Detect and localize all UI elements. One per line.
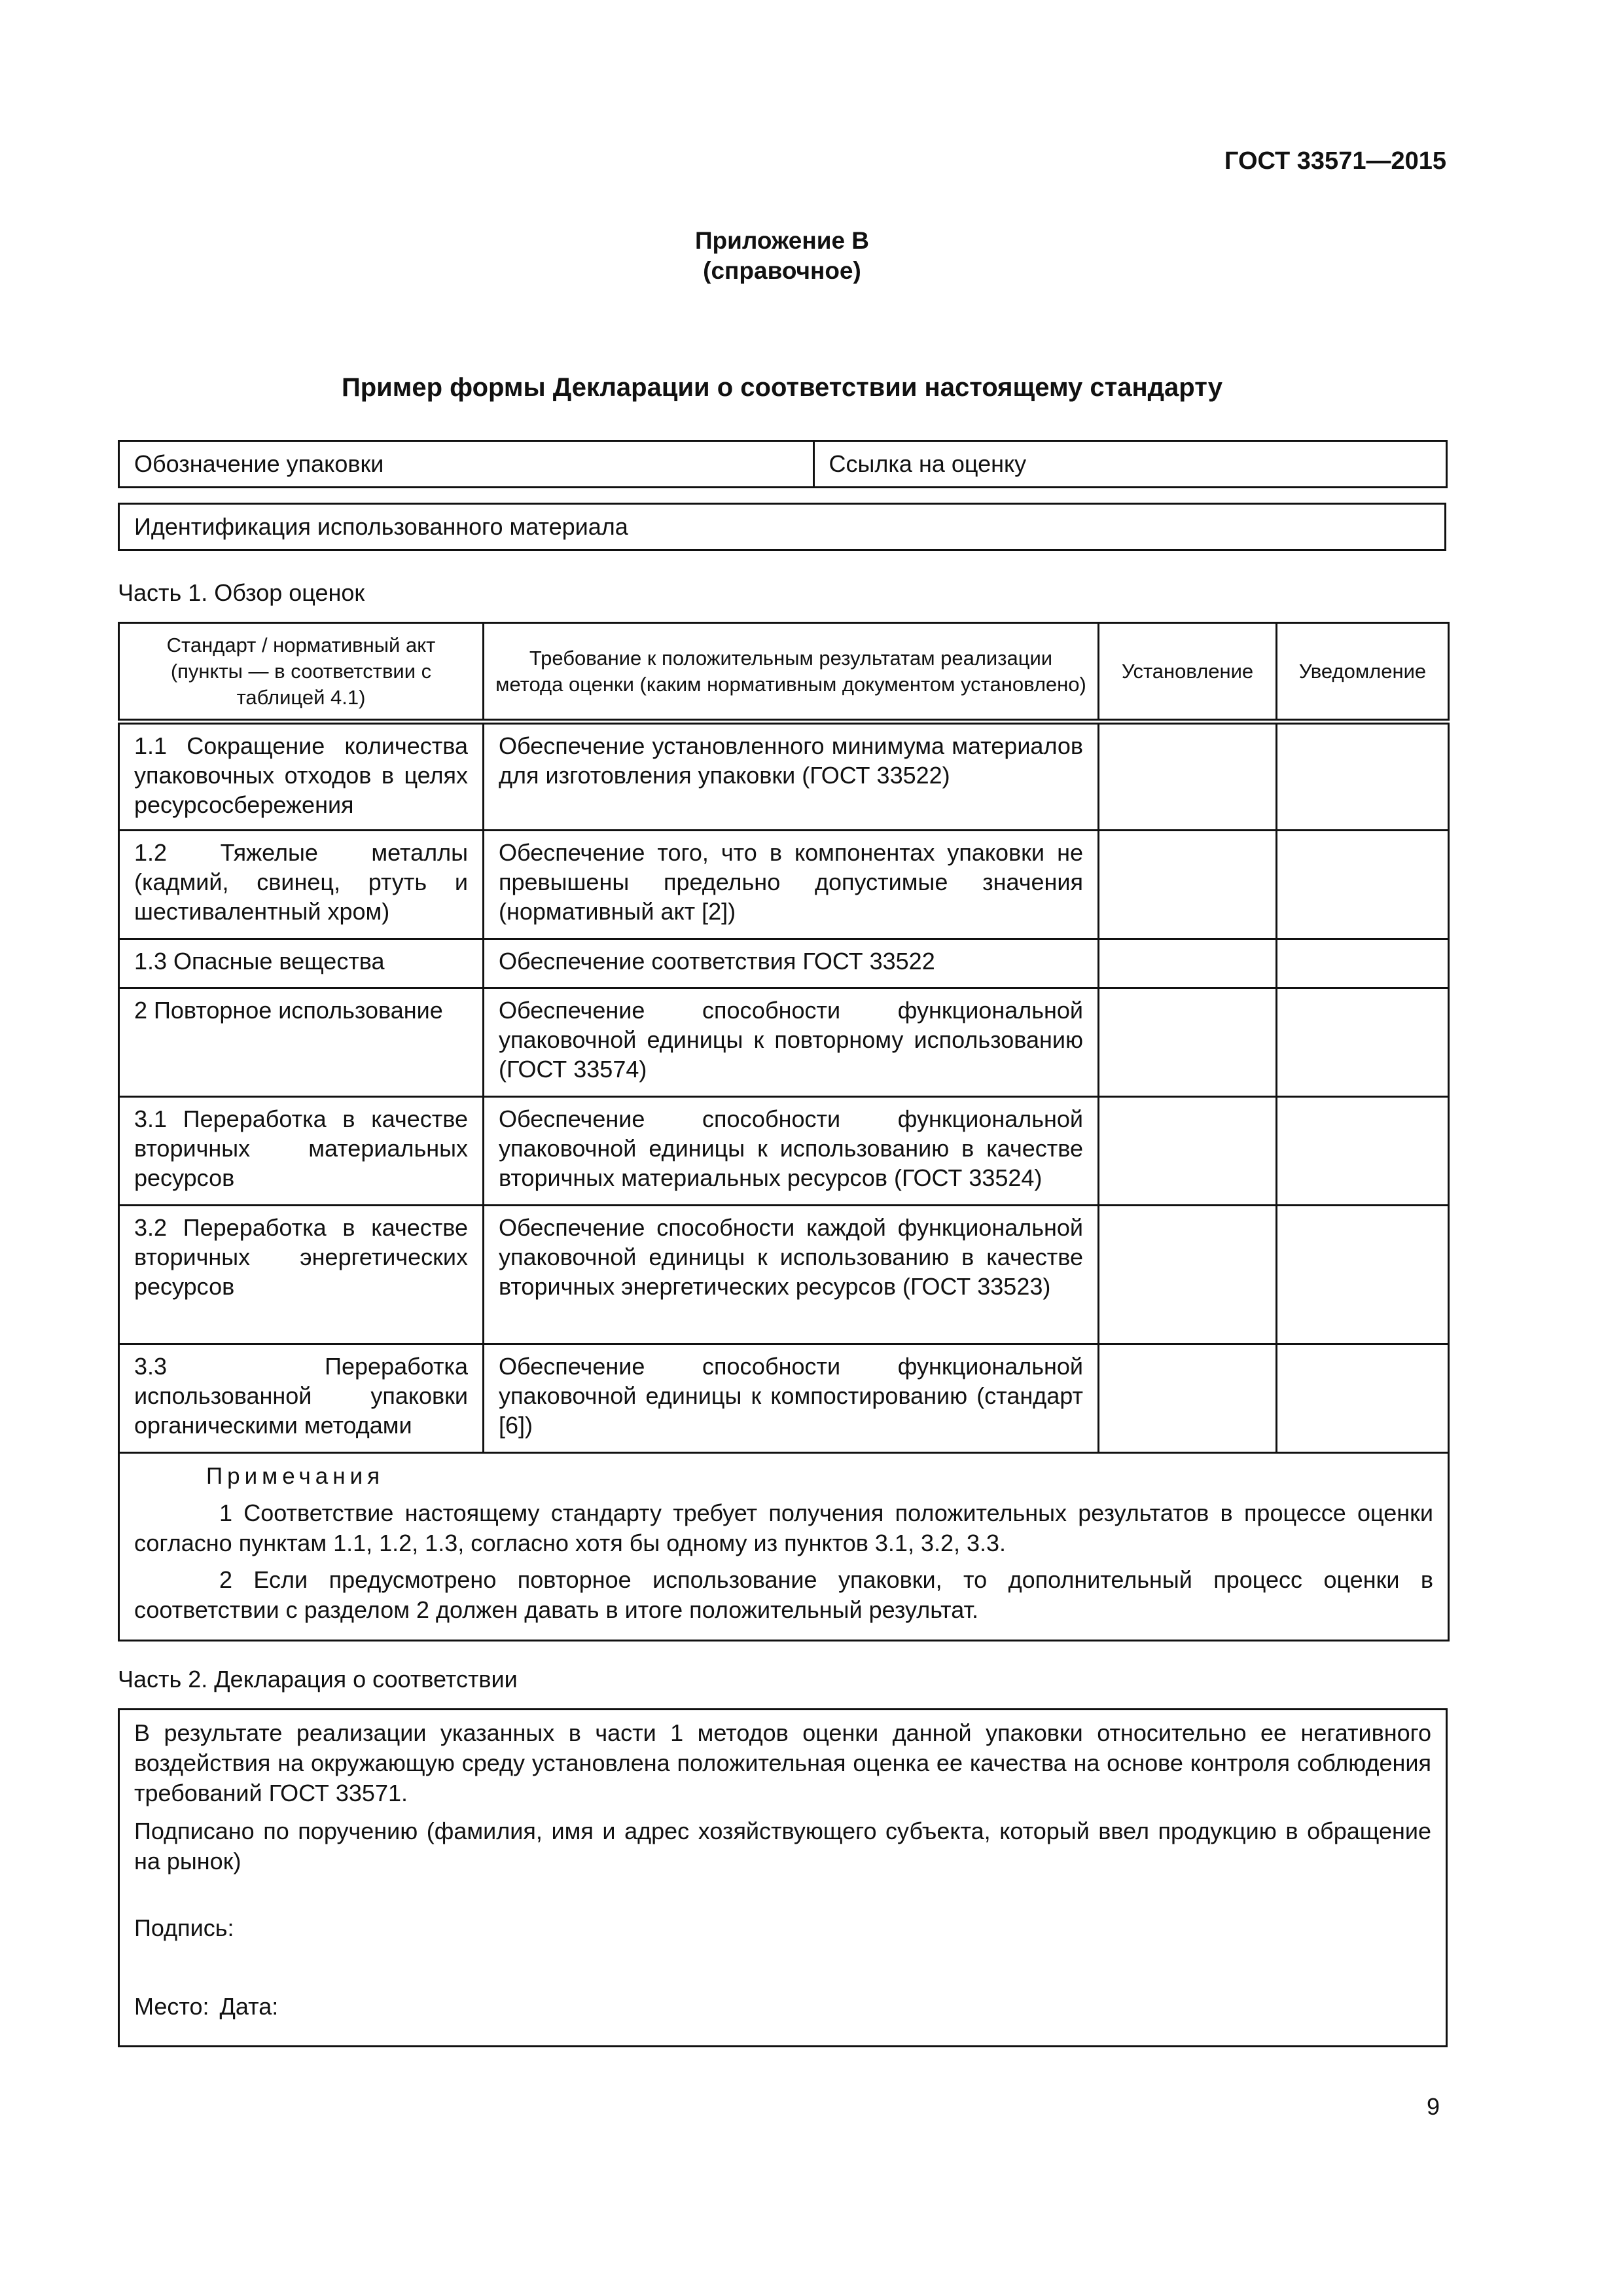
assessment-reference-cell[interactable]: Ссылка на оценку: [813, 441, 1447, 488]
column-header-requirement: Требование к положительным результатам реализации метода оценки (каким нормативным документом установлено): [484, 623, 1099, 722]
part1-label: Часть 1. Обзор оценок: [118, 579, 365, 606]
place-date-label[interactable]: Место: Дата:: [134, 1993, 279, 2020]
table-header-row: [119, 623, 1449, 722]
notification-cell[interactable]: [1277, 1206, 1449, 1344]
appendix-title: Приложение В: [694, 227, 870, 254]
standard-cell: 3.3 Переработка использованной упаковки органическими методами: [119, 1344, 484, 1453]
standard-cell: 1.1 Сокращение количества упаковочных отходов в целях ресурсосбережения: [119, 722, 484, 831]
standard-cell: 1.2 Тяжелые металлы (кадмий, свинец, ртуть и шестивалентный хром): [119, 831, 484, 939]
notes-cell: [119, 1453, 1449, 1641]
signature-label[interactable]: Подпись:: [134, 1914, 234, 1941]
requirement-cell: Обеспечение способности функциональной упаковочной единицы к использованию в качестве вторичных материальных ресурсов (ГОСТ 33524): [484, 1097, 1099, 1206]
appendix-heading: [0, 226, 1564, 286]
table-row: [119, 939, 1449, 988]
packaging-info-table: [118, 440, 1448, 488]
establishment-cell[interactable]: [1099, 722, 1277, 831]
establishment-cell[interactable]: [1099, 1206, 1277, 1344]
establishment-cell[interactable]: [1099, 831, 1277, 939]
table-row: [119, 988, 1449, 1097]
requirement-cell: Обеспечение способности функциональной упаковочной единицы к компостированию (стандарт [6]): [484, 1344, 1099, 1453]
table-row: [119, 1097, 1449, 1206]
note-item: 1 Соответствие настоящему стандарту требует получения положительных результатов в процессе оценки согласно пунктам 1.1, 1.2, 1.3, согласно хотя бы одному из пунктов 3.1, 3.2, 3.3.: [134, 1499, 1433, 1556]
note-item: 2 Если предусмотрено повторное использование упаковки, то дополнительный процесс оценки в соответствии с разделом 2 должен давать в итоге положительный результат.: [134, 1566, 1433, 1623]
table-row: [119, 722, 1449, 831]
assessment-overview-table: [118, 622, 1450, 1641]
notification-cell[interactable]: [1277, 1097, 1449, 1206]
notification-cell[interactable]: [1277, 1344, 1449, 1453]
material-identification-cell[interactable]: Идентификация использованного материала: [119, 504, 1446, 550]
requirement-cell: Обеспечение соответствия ГОСТ 33522: [484, 939, 1099, 988]
notification-cell[interactable]: [1277, 939, 1449, 988]
part2-label: Часть 2. Декларация о соответствии: [118, 1666, 518, 1693]
packaging-designation-cell[interactable]: Обозначение упаковки: [119, 441, 814, 488]
requirement-cell: Обеспечение способности функциональной упаковочной единицы к повторному использованию (ГОСТ 33574): [484, 988, 1099, 1097]
document-code: ГОСТ 33571—2015: [1224, 147, 1446, 175]
column-header-standard: Стандарт / нормативный акт (пункты — в соответствии с таблицей 4.1): [119, 623, 484, 722]
declaration-box: [118, 1708, 1448, 2047]
page-number: 9: [1426, 2093, 1440, 2120]
table-row: [119, 831, 1449, 939]
signed-on-behalf-paragraph: Подписано по поручению (фамилия, имя и адрес хозяйствующего субъекта, который ввел продукцию в обращение на рынок): [134, 1818, 1431, 1874]
declaration-paragraph: В результате реализации указанных в части 1 методов оценки данной упаковки относительно ее негативного воздействия на окружающую среду установлена положительная оценка ее качества на основе контроля соблюдения требований ГОСТ 33571.: [134, 1719, 1431, 1806]
requirement-cell: Обеспечение установленного минимума материалов для изготовления упаковки (ГОСТ 33522): [484, 722, 1099, 831]
page-title: Пример формы Декларации о соответствии настоящему стандарту: [341, 373, 1223, 402]
standard-cell: 3.2 Переработка в качестве вторичных энергетических ресурсов: [119, 1206, 484, 1344]
requirement-cell: Обеспечение способности каждой функциональной упаковочной единицы к использованию в качестве вторичных энергетических ресурсов (ГОСТ 33523): [484, 1206, 1099, 1344]
requirement-cell: Обеспечение того, что в компонентах упаковки не превышены предельно допустимые значения (нормативный акт [2]): [484, 831, 1099, 939]
standard-cell: 1.3 Опасные вещества: [119, 939, 484, 988]
standard-cell: 2 Повторное использование: [119, 988, 484, 1097]
establishment-cell[interactable]: [1099, 1097, 1277, 1206]
table-row: [119, 1206, 1449, 1344]
notes-title: Примечания: [206, 1463, 385, 1489]
appendix-subtitle: (справочное): [703, 257, 861, 284]
notification-cell[interactable]: [1277, 722, 1449, 831]
establishment-cell[interactable]: [1099, 939, 1277, 988]
table-row: [119, 1344, 1449, 1453]
standard-cell: 3.1 Переработка в качестве вторичных материальных ресурсов: [119, 1097, 484, 1206]
establishment-cell[interactable]: [1099, 988, 1277, 1097]
notes-row: [119, 1453, 1449, 1641]
establishment-cell[interactable]: [1099, 1344, 1277, 1453]
notification-cell[interactable]: [1277, 831, 1449, 939]
material-identification-table: [118, 503, 1446, 551]
column-header-notification: Уведомление: [1277, 623, 1449, 722]
column-header-establishment: Установление: [1099, 623, 1277, 722]
notification-cell[interactable]: [1277, 988, 1449, 1097]
